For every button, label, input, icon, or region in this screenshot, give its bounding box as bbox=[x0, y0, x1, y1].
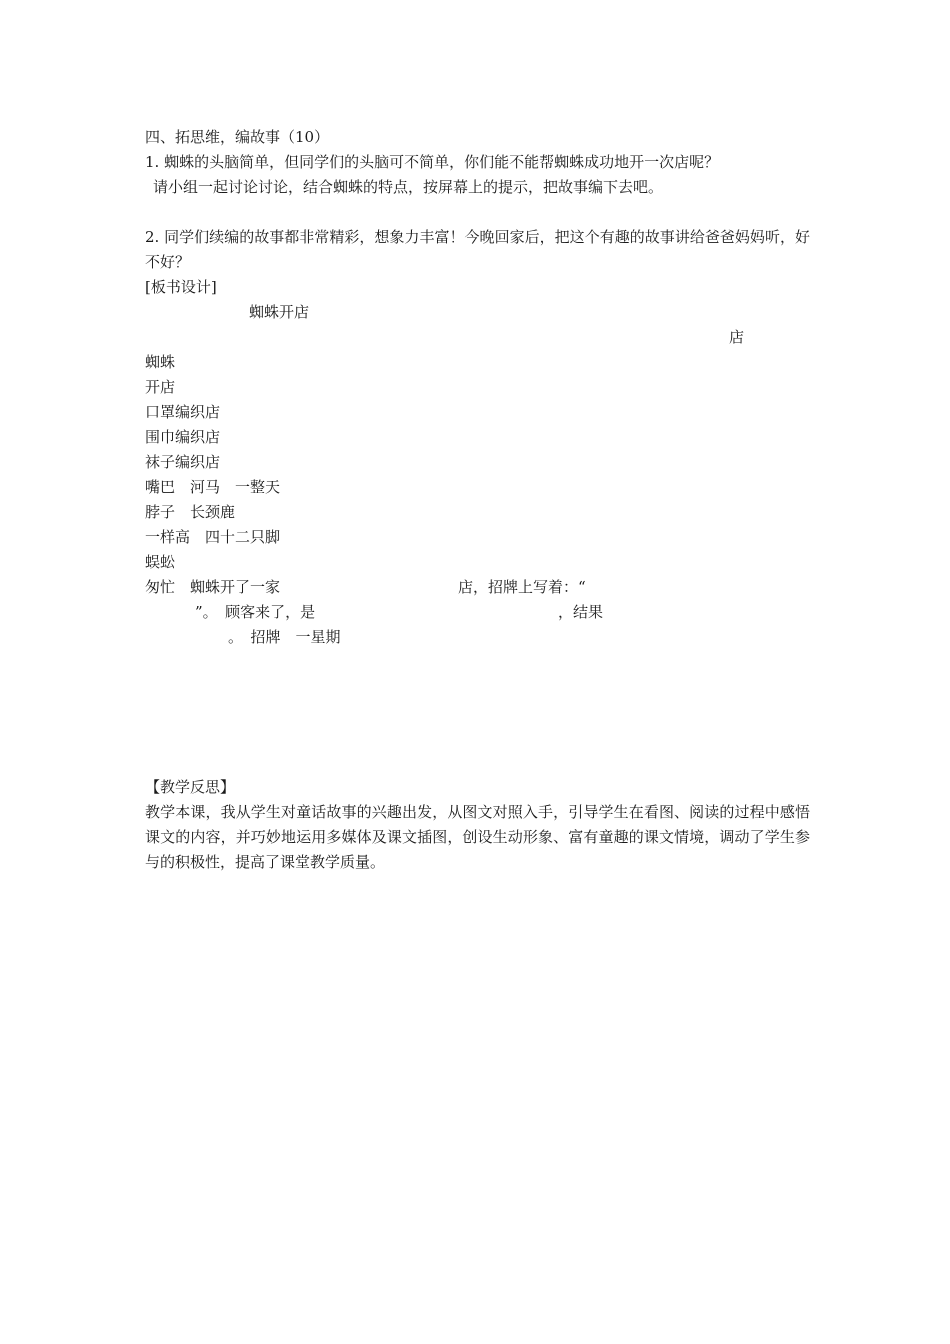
story-prompt-part-5: 。 招牌 一星期 bbox=[228, 628, 341, 646]
board-item: 蜘蛛 bbox=[145, 353, 176, 371]
story-prompt-part-4: ，结果 bbox=[558, 603, 604, 621]
section-heading: 四、拓思维，编故事（10） bbox=[145, 128, 330, 146]
board-title: 蜘蛛开店 bbox=[249, 303, 310, 321]
story-prompt-part-2: 店，招牌上写着：“ bbox=[458, 578, 586, 596]
board-item: 口罩编织店 bbox=[145, 403, 221, 421]
reflection-title: 【教学反思】 bbox=[145, 778, 236, 796]
board-item: 开店 bbox=[145, 378, 176, 396]
board-right-shop: 店 bbox=[729, 328, 745, 346]
board-design-label: [板书设计] bbox=[145, 278, 217, 296]
question-2: 2. 同学们续编的故事都非常精彩，想象力丰富！今晚回家后，把这个有趣的故事讲给爸爸妈妈听，好不好？ bbox=[145, 228, 810, 271]
story-prompt-part-3: ”。 顾客来了，是 bbox=[195, 603, 316, 621]
question-1-line-2: 请小组一起讨论讨论，结合蜘蛛的特点，按屏幕上的提示，把故事编下去吧。 bbox=[153, 178, 664, 196]
board-row-tall: 一样高 四十二只脚 bbox=[145, 528, 281, 546]
board-item: 围巾编织店 bbox=[145, 428, 221, 446]
reflection-body: 教学本课，我从学生对童话故事的兴趣出发，从图文对照入手，引导学生在看图、阅读的过程中感悟课文的内容，并巧妙地运用多媒体及课文插图，创设生动形象、富有童趣的课文情境，调动了学生参与的积极性，提高了课堂教学质量。 bbox=[145, 803, 810, 871]
board-item: 袜子编织店 bbox=[145, 453, 221, 471]
board-row-mouth: 嘴巴 河马 一整天 bbox=[145, 478, 281, 496]
story-prompt-part-1: 匆忙 蜘蛛开了一家 bbox=[145, 578, 281, 596]
board-row-neck: 脖子 长颈鹿 bbox=[145, 503, 236, 521]
board-row-centipede: 蜈蚣 bbox=[145, 553, 176, 571]
question-1-line-1: 1. 蜘蛛的头脑简单，但同学们的头脑可不简单，你们能不能帮蜘蛛成功地开一次店呢？ bbox=[145, 153, 720, 171]
